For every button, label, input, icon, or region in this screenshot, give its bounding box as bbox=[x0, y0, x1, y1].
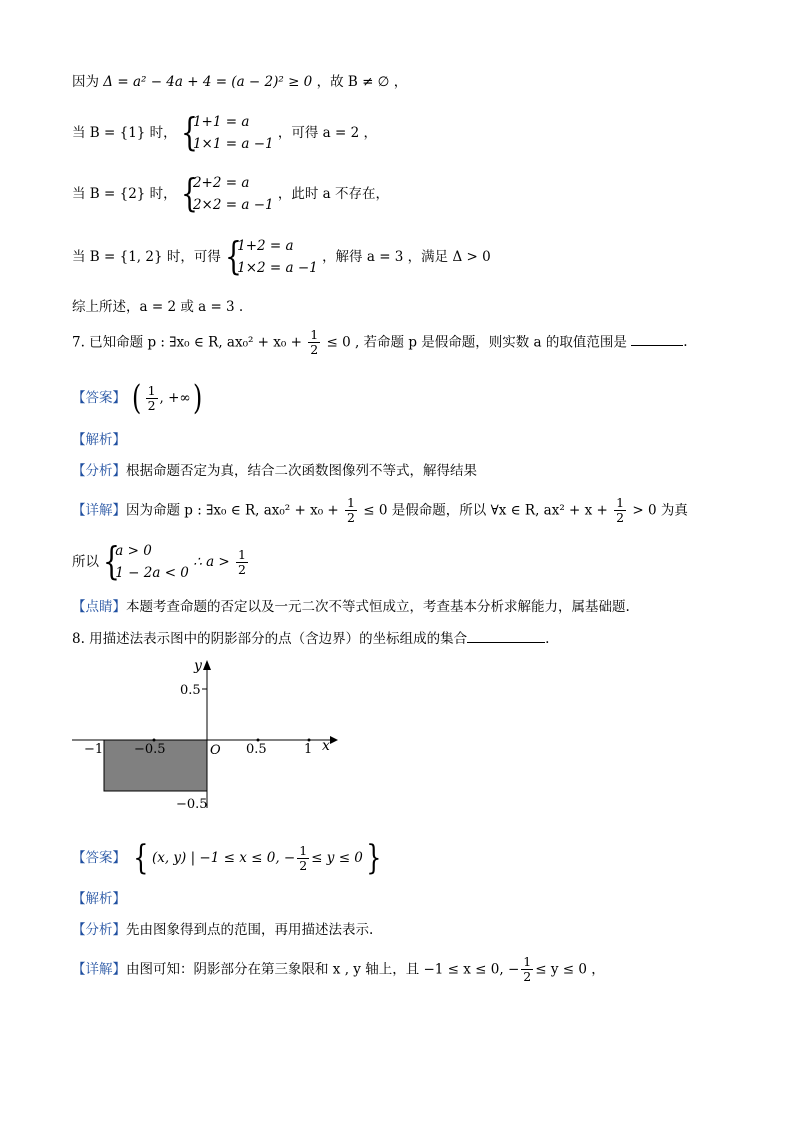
y-axis-label: y bbox=[194, 658, 202, 674]
fenxi-text: 根据命题否定为真，结合二次函数图像列不等式，解得结果 bbox=[126, 463, 477, 479]
therefore-text: ∴ a > bbox=[193, 554, 230, 570]
left-paren: ( bbox=[132, 378, 142, 418]
q8-analysis-header bbox=[72, 889, 126, 909]
system-row: 1×2 = a −1 bbox=[237, 260, 318, 276]
answer-blank bbox=[631, 345, 683, 346]
q8-graph bbox=[72, 658, 342, 818]
line-case-b1 bbox=[72, 111, 377, 155]
q7-stem-end: . bbox=[683, 334, 688, 350]
detail-a: 由图可知：阴影部分在第三象限和 x , y 轴上，且 −1 ≤ x ≤ 0, − bbox=[126, 961, 520, 978]
q8-stem-end: . bbox=[545, 631, 550, 647]
q8-answer bbox=[72, 838, 385, 878]
left-brace: { bbox=[103, 539, 121, 583]
q7-answer bbox=[72, 378, 204, 418]
line-delta-math: Δ = a² − 4a + 4 = (a − 2)² ≥ 0 bbox=[103, 74, 313, 90]
tick-label-x-neg05: −0.5 bbox=[134, 742, 166, 757]
q7-suoyi bbox=[72, 540, 250, 584]
case-b12-system bbox=[225, 235, 318, 279]
system-row: 2×2 = a −1 bbox=[192, 197, 274, 213]
system-row: a > 0 bbox=[115, 543, 152, 559]
q8-detail bbox=[72, 955, 605, 984]
q7-analysis-header bbox=[72, 430, 126, 450]
fraction-den: 2 bbox=[347, 510, 355, 525]
q8-stem bbox=[72, 629, 549, 649]
q7-stem-b: ≤ 0 , 若命题 p 是假命题，则实数 a 的取值范围是 bbox=[326, 334, 627, 351]
x-axis-arrow bbox=[330, 736, 338, 744]
fraction-num: 1 bbox=[616, 495, 625, 510]
fraction bbox=[614, 496, 626, 525]
line-conclusion bbox=[72, 297, 243, 317]
right-curly: } bbox=[366, 838, 382, 878]
detail-tag: 【详解】 bbox=[72, 961, 126, 978]
fraction bbox=[297, 844, 309, 873]
fraction-num: 1 bbox=[347, 495, 355, 510]
system-row: 1+1 = a bbox=[192, 114, 250, 130]
fraction bbox=[521, 955, 533, 984]
left-curly: { bbox=[133, 838, 149, 878]
q8-fenxi bbox=[72, 920, 373, 940]
fraction bbox=[345, 496, 357, 525]
q7-fenxi bbox=[72, 461, 477, 481]
detail-b: ≤ y ≤ 0 ， bbox=[535, 961, 605, 978]
case-b1-prefix: 当 B = {1} 时， bbox=[72, 125, 177, 141]
q7-stem-a: 7. 已知命题 p : ∃x₀ ∈ R, ax₀² + x₀ + bbox=[72, 334, 302, 351]
case-b2-system bbox=[181, 172, 274, 216]
analysis-tag: 【解析】 bbox=[72, 891, 126, 907]
fraction-den: 2 bbox=[616, 510, 625, 525]
answer-blank bbox=[467, 642, 545, 643]
x-axis-label: x bbox=[322, 738, 330, 754]
fraction bbox=[236, 548, 248, 577]
tick-label-x-pos1: 1 bbox=[304, 742, 313, 757]
line-case-b12 bbox=[72, 235, 491, 279]
system-row: 1+2 = a bbox=[237, 238, 294, 254]
line-case-b2 bbox=[72, 172, 389, 216]
fenxi-tag: 【分析】 bbox=[72, 463, 126, 479]
detail-a: 因为命题 p : ∃x₀ ∈ R, ax₀² + x₀ + bbox=[126, 502, 339, 519]
line-delta-prefix: 因为 bbox=[72, 74, 99, 90]
system-row: 1×1 = a −1 bbox=[192, 136, 274, 152]
answer-tag: 【答案】 bbox=[72, 390, 126, 406]
y-axis-arrow bbox=[203, 660, 211, 670]
conclusion-text: 综上所述，a = 2 或 a = 3 . bbox=[72, 299, 244, 315]
line-delta-suffix: ，故 B ≠ ∅ ， bbox=[316, 74, 408, 90]
line-delta bbox=[72, 72, 407, 92]
fraction bbox=[146, 384, 158, 413]
fraction-num: 1 bbox=[238, 546, 246, 562]
case-b1-system bbox=[181, 111, 274, 155]
fraction-den: 2 bbox=[299, 857, 308, 873]
case-b12-suffix: ，解得 a = 3 ，满足 Δ > 0 bbox=[322, 249, 491, 265]
left-brace: { bbox=[180, 110, 198, 154]
fraction-den: 2 bbox=[147, 397, 156, 413]
answer-b: ≤ y ≤ 0 bbox=[311, 850, 363, 866]
dianjing-tag: 【点睛】 bbox=[72, 599, 126, 615]
left-brace: { bbox=[225, 234, 243, 278]
fraction-den: 2 bbox=[310, 342, 319, 357]
system-row: 2+2 = a bbox=[192, 175, 250, 191]
dianjing-text: 本题考查命题的否定以及一元二次不等式恒成立，考查基本分析求解能力，属基础题. bbox=[126, 599, 630, 615]
right-paren: ) bbox=[192, 378, 202, 418]
left-brace: { bbox=[180, 171, 198, 215]
fenxi-tag: 【分析】 bbox=[72, 922, 126, 938]
tick-label-x-pos05: 0.5 bbox=[246, 742, 267, 757]
answer-a: (x, y) | −1 ≤ x ≤ 0, − bbox=[151, 850, 296, 866]
answer-tag: 【答案】 bbox=[72, 850, 126, 866]
fraction-num: 1 bbox=[523, 954, 532, 969]
case-b1-suffix: ，可得 a = 2 ， bbox=[277, 125, 378, 141]
q8-stem-text: 8. 用描述法表示图中的阴影部分的点（含边界）的坐标组成的集合 bbox=[72, 631, 468, 647]
origin-label: O bbox=[210, 743, 221, 758]
tick-label-y-pos: 0.5 bbox=[180, 683, 201, 698]
fraction bbox=[308, 328, 320, 357]
case-b2-prefix: 当 B = {2} 时， bbox=[72, 186, 177, 202]
tick-label-y-neg: −0.5 bbox=[176, 797, 208, 812]
suoyi-text: 所以 bbox=[72, 554, 99, 570]
detail-tag: 【详解】 bbox=[72, 502, 126, 519]
tick-label-x-neg1: −1 bbox=[84, 742, 104, 757]
q7-system bbox=[103, 540, 189, 584]
case-b2-suffix: ，此时 a 不存在， bbox=[277, 186, 390, 202]
fraction-num: 1 bbox=[299, 842, 308, 858]
fenxi-text: 先由图象得到点的范围，再用描述法表示. bbox=[126, 922, 374, 938]
detail-c: > 0 为真 bbox=[632, 502, 688, 519]
fraction-den: 2 bbox=[238, 561, 246, 577]
fraction-den: 2 bbox=[523, 969, 532, 984]
system-row: 1 − 2a < 0 bbox=[115, 565, 189, 581]
fraction-num: 1 bbox=[147, 382, 156, 398]
q7-stem bbox=[72, 328, 687, 357]
fraction-num: 1 bbox=[310, 327, 319, 342]
case-b12-prefix: 当 B = {1, 2} 时，可得 bbox=[72, 249, 221, 265]
analysis-tag: 【解析】 bbox=[72, 432, 126, 448]
answer-rest: , +∞ bbox=[159, 390, 191, 406]
q7-dianjing bbox=[72, 597, 630, 617]
q7-detail bbox=[72, 496, 688, 525]
detail-b: ≤ 0 是假命题，所以 ∀x ∈ R, ax² + x + bbox=[363, 502, 608, 519]
